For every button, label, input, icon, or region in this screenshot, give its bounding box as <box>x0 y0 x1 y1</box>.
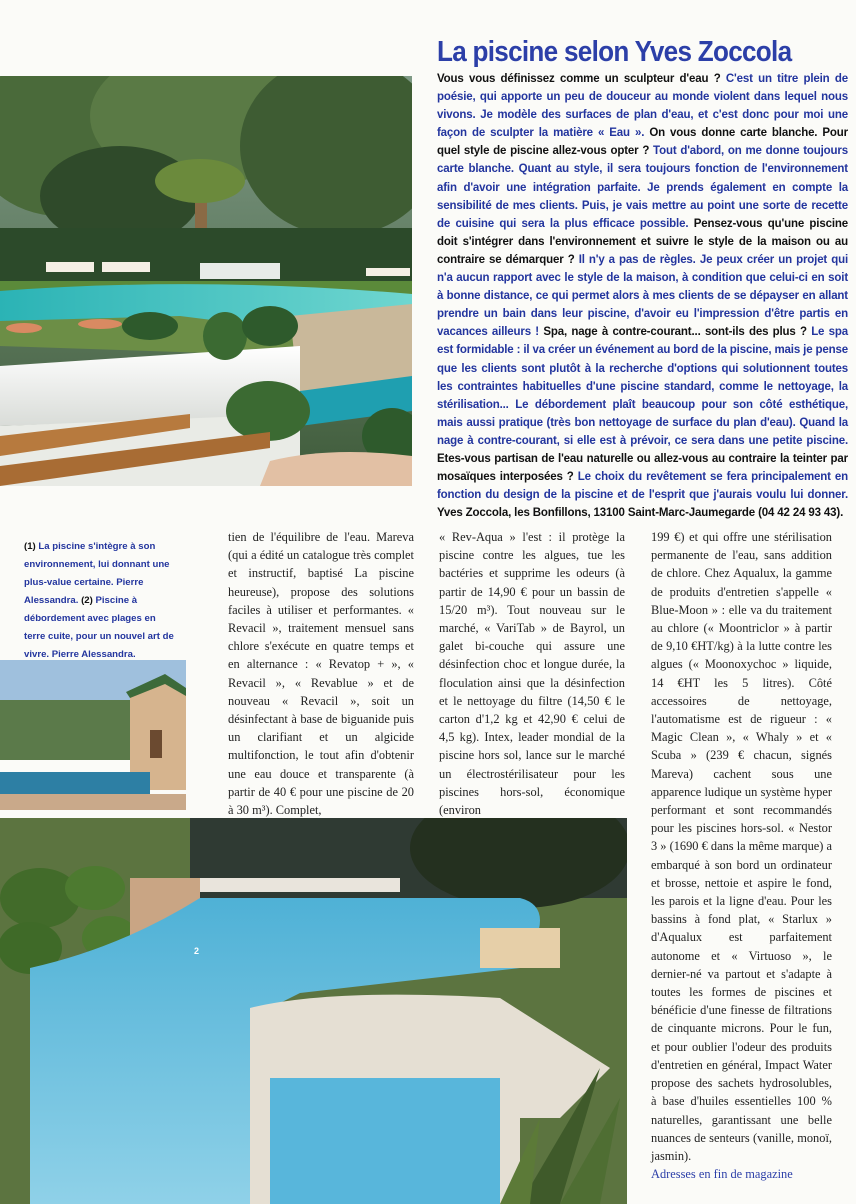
answer-text: Il n'y a pas de règles. Je peux créer un projet qui n'a aucun rapport avec le style de la maison, à condition que celui-ci en soit à bonne distance, ce qui permet alors à mes clients de se dépayser en allant prendre un bain dans leur piscine, d'avoir eu l'impression d'être partis en vacances ailleurs ! <box>437 253 849 339</box>
answer-text: C'est un titre plein de poésie, qui apporte un peu de douceur au monde violent dans lequel nous vivons. Je modèle des surfaces de plan d'eau, et c'est donc pour moi une façon de sculpter la matière « Eau ». <box>437 73 848 140</box>
article-column-1: tien de l'équilibre de l'eau. Mareva (qui a édité un catalogue très complet et instructif, baptisé La piscine heureuse), propose des solutions faciles à utiliser et performantes. « Revacil », traitement mensuel sans chlore s'exécute en quatre temps et en alternance : « Revatop + », « Revacil », « Revablue » et de nouveau « Revacil », soit un désinfectant à base de biguanide puis un clarifiant et un algicide multifonction, le tout afin d'obtenir une eau douce et transparente (à partir de 40 € pour une piscine de 20 à 30 m³). Complet, <box>228 530 414 818</box>
interview-title: La piscine selon Yves Zoccola <box>437 36 792 68</box>
article-column-2: « Rev-Aqua » l'est : il protège la piscine contre les algues, tue les bactéries et supprime les odeurs (à partir de 14,90 € pour un bassin de 15/20 m³). Tout nouveau sur le marché, « VariTab » de Bayrol, un galet bi-couche qui assure une désinfection choc et longue durée, la floculation ainsi que la désinfection et le nettoyage du filtre (14,50 € le carton d'1,2 kg et 42,90 € celui de 4,5 kg). Intex, leader mondial de la piscine hors sol, lance sur le marché un électrostérilisateur pour les piscines hors-sol, économique (environ <box>439 530 625 818</box>
caption-text: Piscine à débordement avec plages en terre cuite, pour un nouvel art de vivre. Pierre Alessandra. <box>24 595 174 660</box>
answer-text: Tout d'abord, on me donne toujours carte blanche. Quant au style, il sera toujours fonction de l'environnement afin d'avoir une intégration parfaite. Je prends également en compte la sensibilité de mes clients. Puis, je vais mettre au point une sorte de recette de cuisine qui sera la plus efficace possible. <box>437 145 848 230</box>
answer-text: Le choix du revêtement se fera principalement en fonction du design de la piscine et de l'esprit que j'aurais voulu lui donner. <box>437 471 849 502</box>
addresses-link[interactable]: Adresses en fin de magazine <box>651 1167 793 1182</box>
caption-number: (1) <box>24 541 36 552</box>
contact-signature: Yves Zoccola, les Bonfillons, 13100 Saint-Marc-Jaumegarde (04 42 24 93 43). <box>437 507 844 520</box>
question-text: Spa, nage à contre-courant... sont-ils des plus ? <box>543 326 812 339</box>
question-text: Vous vous définissez comme un sculpteur d'eau ? <box>437 73 726 85</box>
infinity-pool-photo <box>0 818 627 1204</box>
photo-number: 2 <box>194 946 200 956</box>
interview-body <box>437 70 848 522</box>
article-column-3 <box>651 528 832 1183</box>
caption-text: La piscine s'intègre à son environnement, lui donnant une plus-value certaine. Pierre Alessandra. <box>24 541 170 606</box>
question-text: On vous donne carte blanche. Pour quel style de piscine allez-vous opter ? <box>437 127 848 158</box>
caption-number: (2) <box>81 595 93 606</box>
answer-text: Le spa est formidable : il va créer un événement au bord de la piscine, mais je pense que les clients sont plutôt à la recherche d'options qui solutionnent toutes les contraintes habituelles d'une piscine standard, comme le nettoyage, la stérilisation... Le débordement plaît beaucoup pour son côté esthétique, mais aussi pratique (très bon nettoyage de surface du plan d'eau). Quand la nage à contre-courant, si elle est à prévoir, ce sera dans une petite piscine. <box>437 326 848 447</box>
article-column-3-text: 199 €) et qui offre une stérilisation permanente de l'eau, sans addition de chlore. Chez Aqualux, la gamme de produits d'entretien s'appelle « Blue-Moon » : elle va du traitement au chlore (« Moontriclor » à partir de 9,10 €HT/kg) à la lutte contre les algues (« Moonoxychoc » liquide, 14 €HT les 5 litres). Côté accessoires de nettoyage, l'automatisme est de rigueur : « Magic Clean », « Whaly » et « Scuba » (239 € chacun, signés Mareva) cachent sous une apparence ludique un système hyper performant et sont recommandés pour les piscines hors-sol. « Nestor 3 » (1690 € dans la même marque) a embarqué à son bord un ordinateur et brosse, nettoie et aspire le fond, les parois et la ligne d'eau. Pour les bassins à fond plat, « Starlux » d'Aqualux est parfaitement autonome et « Virtuoso », le dernier-né va partout et s'adapte à toutes les formes de piscines et bénéficie d'une finesse de filtrations de cinquante microns. Pour le fun, et pour oublier l'odeur des produits d'entretien en général, Impact Water propose des sachets hydrosolubles, à base d'huiles essentielles 100 % naturelles, garantissant une belle nuances de senteurs (vanille, monoï, jasmin). <box>651 530 832 1163</box>
question-text: Pensez-vous qu'une piscine doit s'intégrer dans l'environnement et suivre le style de la maison ou au contraire se démarquer ? <box>437 217 848 266</box>
villa-photo <box>0 660 186 810</box>
question-text: Etes-vous partisan de l'eau naturelle ou allez-vous au contraire la teinter par mosaïques interposées ? <box>437 452 848 484</box>
pool-render-photo <box>0 76 412 486</box>
photo-caption <box>24 538 174 664</box>
